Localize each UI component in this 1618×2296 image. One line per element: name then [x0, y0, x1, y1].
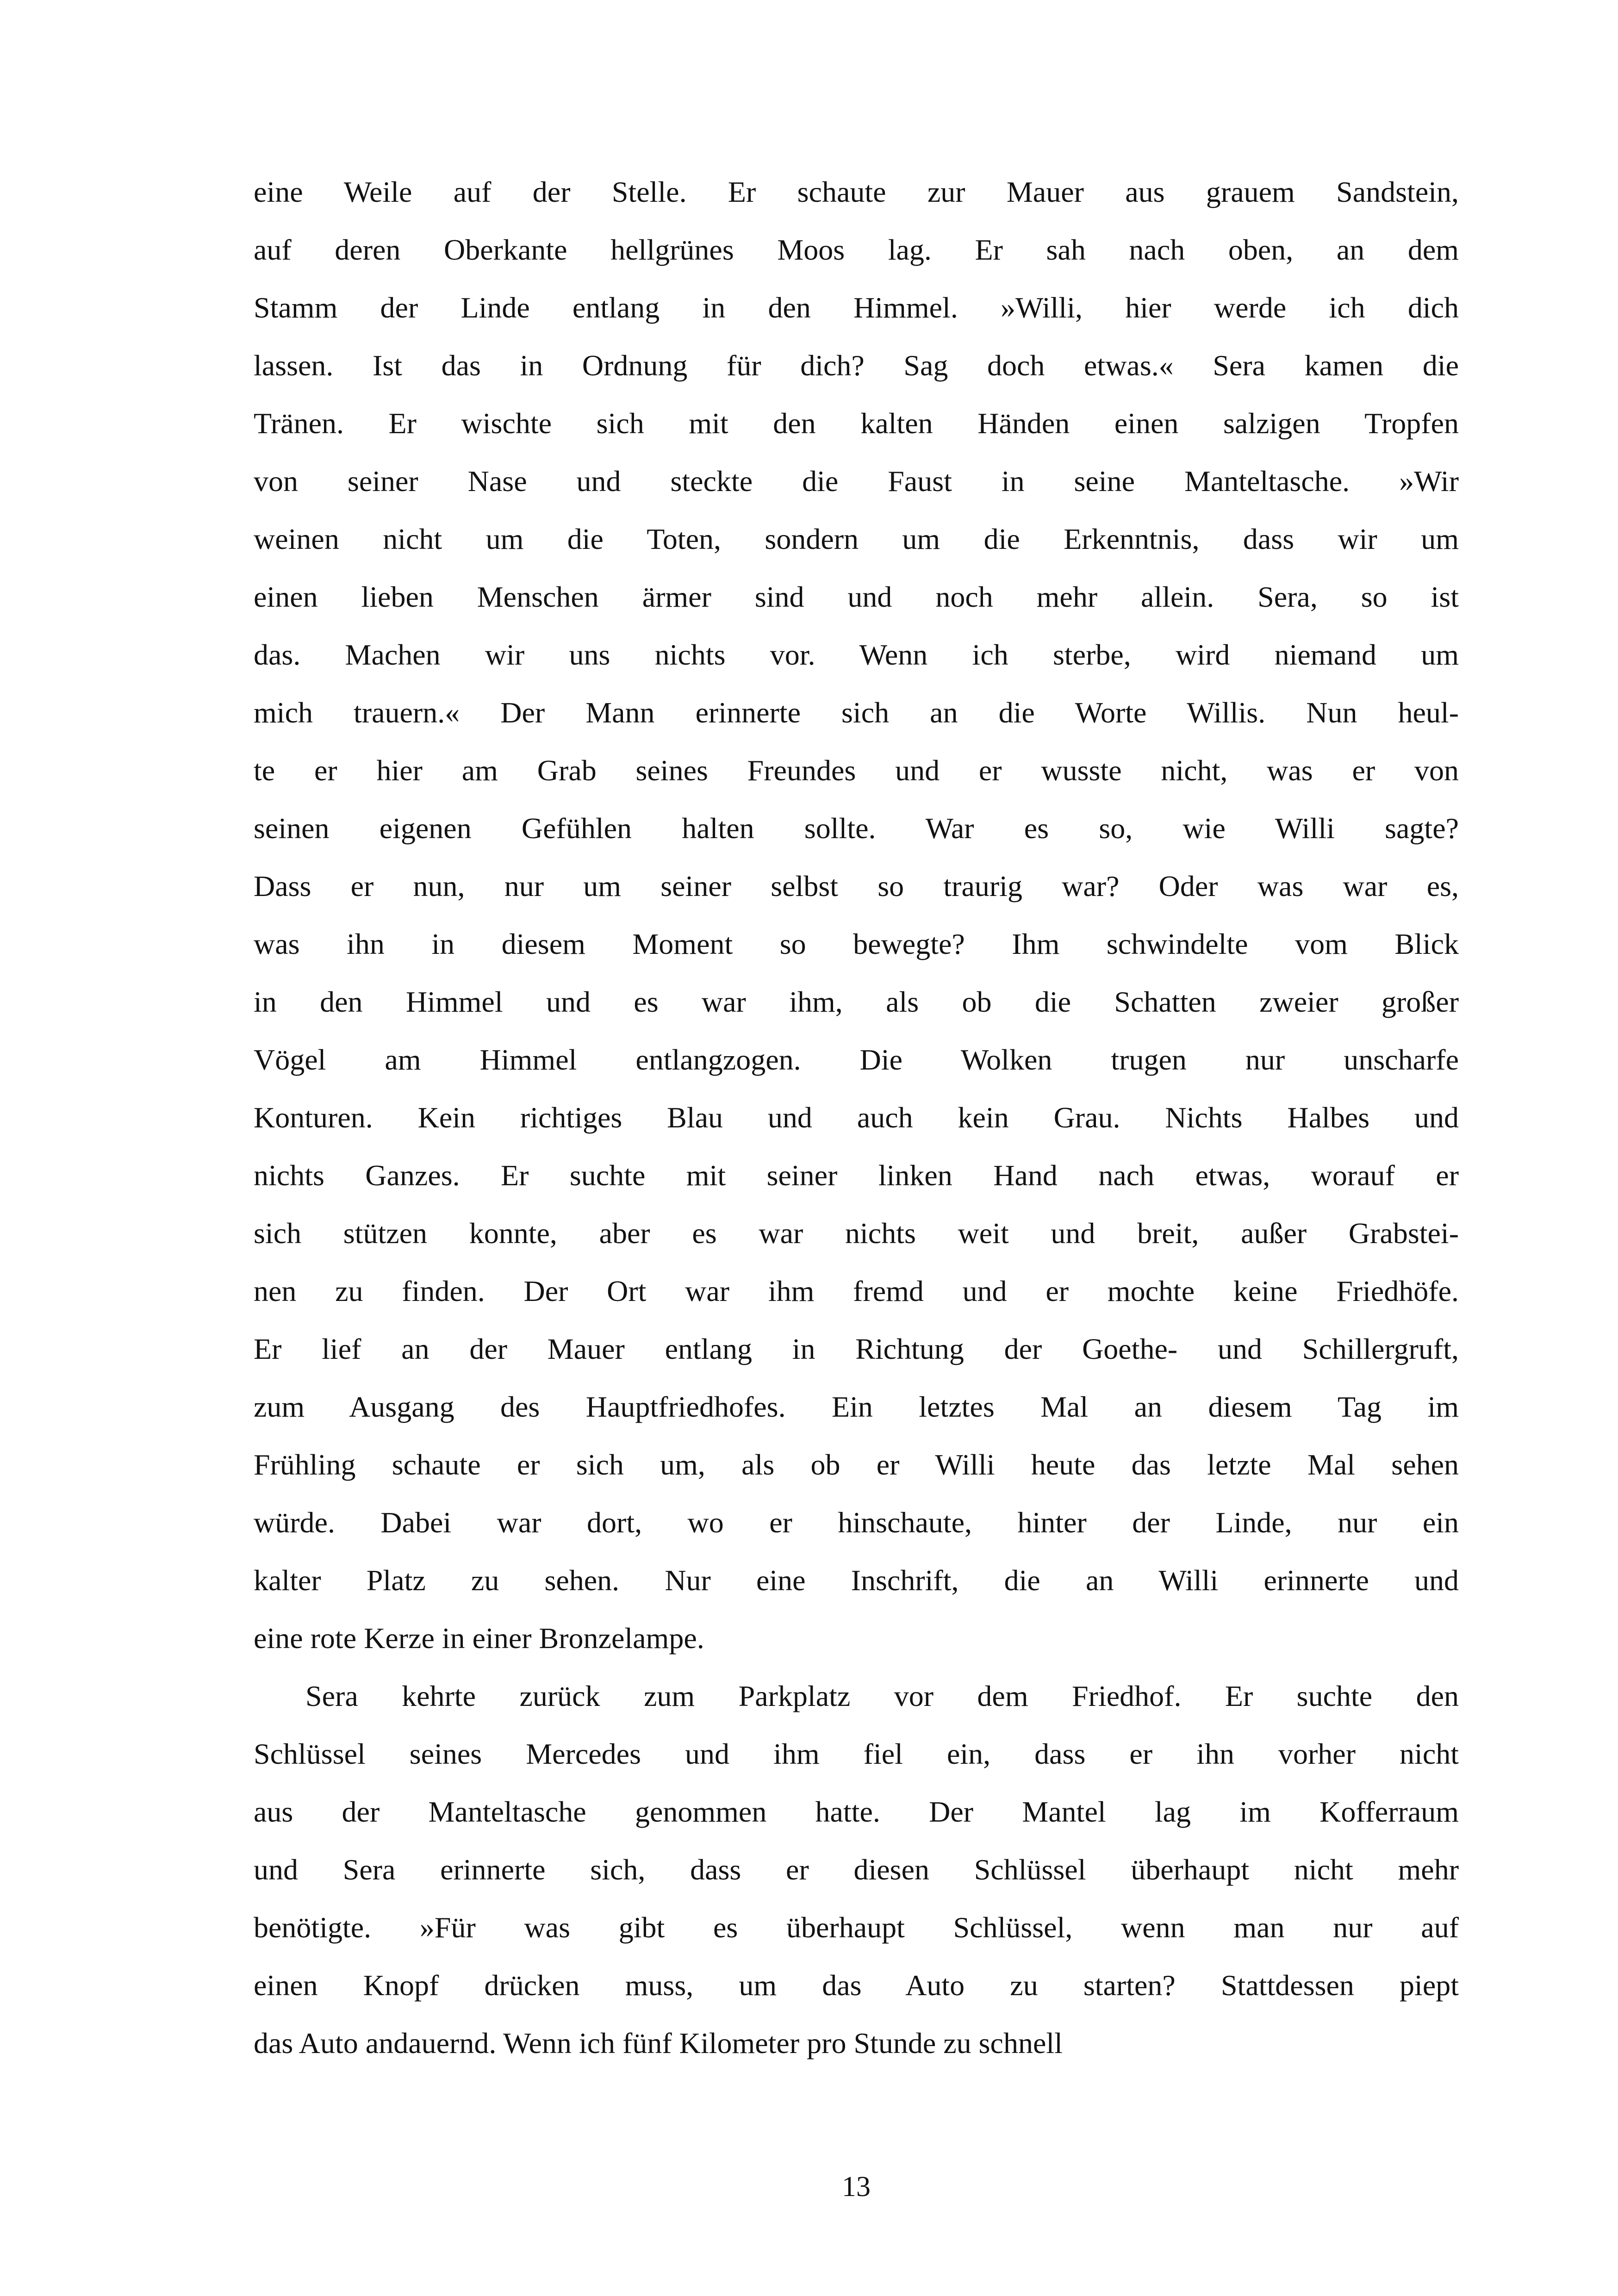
text-line: würde. Dabei war dort, wo er hinschaute, hinter der Linde, nur ein [254, 1506, 1459, 1539]
text-line: Stamm der Linde entlang in den Himmel. »Willi, hier werde ich dich [254, 291, 1459, 324]
text-line: zum Ausgang des Hauptfriedhofes. Ein letztes Mal an diesem Tag im [254, 1390, 1459, 1423]
text-line: in den Himmel und es war ihm, als ob die Schatten zweier großer [254, 985, 1459, 1018]
text-line: Schlüssel seines Mercedes und ihm fiel ein, dass er ihn vorher nicht [254, 1737, 1459, 1770]
text-line: das. Machen wir uns nichts vor. Wenn ich sterbe, wird niemand um [254, 638, 1459, 671]
text-line: von seiner Nase und steckte die Faust in seine Manteltasche. »Wir [254, 465, 1459, 498]
text-line: Tränen. Er wischte sich mit den kalten Händen einen salzigen Tropfen [254, 407, 1459, 440]
text-line: weinen nicht um die Toten, sondern um die Erkenntnis, dass wir um [254, 523, 1459, 555]
text-line: sich stützen konnte, aber es war nichts weit und breit, außer Grabstei- [254, 1217, 1459, 1250]
text-line: einen Knopf drücken muss, um das Auto zu starten? Stattdessen piept [254, 1969, 1459, 2002]
text-line: auf deren Oberkante hellgrünes Moos lag. Er sah nach oben, an dem [254, 233, 1459, 266]
page-number: 13 [842, 2171, 871, 2203]
text-line: Dass er nun, nur um seiner selbst so traurig war? Oder was war es, [254, 870, 1459, 902]
text-line: und Sera erinnerte sich, dass er diesen Schlüssel überhaupt nicht mehr [254, 1853, 1459, 1886]
page-text-block [254, 163, 1459, 2072]
text-line: nen zu finden. Der Ort war ihm fremd und er mochte keine Friedhöfe. [254, 1275, 1459, 1307]
text-line: Frühling schaute er sich um, als ob er Willi heute das letzte Mal sehen [254, 1448, 1459, 1481]
text-line: lassen. Ist das in Ordnung für dich? Sag doch etwas.« Sera kamen die [254, 349, 1459, 382]
text-line: eine Weile auf der Stelle. Er schaute zur Mauer aus grauem Sandstein, [254, 175, 1459, 208]
text-line: mich trauern.« Der Mann erinnerte sich an die Worte Willis. Nun heul- [254, 696, 1459, 729]
text-line: das Auto andauernd. Wenn ich fünf Kilometer pro Stunde zu schnell [254, 2027, 1063, 2060]
text-line: Konturen. Kein richtiges Blau und auch kein Grau. Nichts Halbes und [254, 1101, 1459, 1134]
text-line: aus der Manteltasche genommen hatte. Der Mantel lag im Kofferraum [254, 1795, 1459, 1828]
text-line: te er hier am Grab seines Freundes und er wusste nicht, was er von [254, 754, 1459, 787]
text-line: nichts Ganzes. Er suchte mit seiner linken Hand nach etwas, worauf er [254, 1159, 1459, 1192]
text-line: kalter Platz zu sehen. Nur eine Inschrift, die an Willi erinnerte und [254, 1564, 1459, 1597]
text-line: Er lief an der Mauer entlang in Richtung der Goethe- und Schillergruft, [254, 1332, 1459, 1365]
text-line: benötigte. »Für was gibt es überhaupt Schlüssel, wenn man nur auf [254, 1911, 1459, 1944]
text-line: was ihn in diesem Moment so bewegte? Ihm schwindelte vom Blick [254, 927, 1459, 960]
text-line: Sera kehrte zurück zum Parkplatz vor dem Friedhof. Er suchte den [305, 1680, 1459, 1712]
text-line: eine rote Kerze in einer Bronzelampe. [254, 1622, 704, 1655]
text-line: einen lieben Menschen ärmer sind und noch mehr allein. Sera, so ist [254, 580, 1459, 613]
text-line: seinen eigenen Gefühlen halten sollte. War es so, wie Willi sagte? [254, 812, 1459, 845]
text-line: Vögel am Himmel entlangzogen. Die Wolken trugen nur unscharfe [254, 1043, 1459, 1076]
